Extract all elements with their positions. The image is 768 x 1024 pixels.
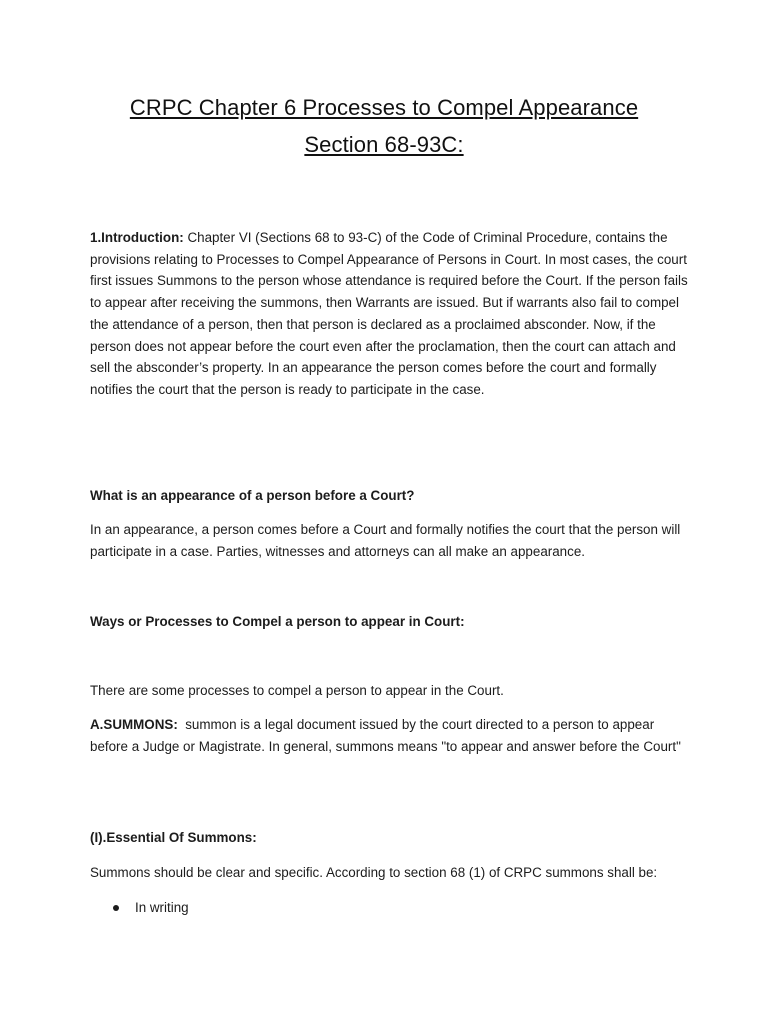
- introduction-label: 1.Introduction:: [90, 230, 184, 245]
- summons-label: A.SUMMONS:: [90, 717, 178, 732]
- heading-essential: (I).Essential Of Summons:: [90, 830, 257, 845]
- bullet-text: In writing: [135, 900, 189, 915]
- paragraph-ways: There are some processes to compel a person to appear in the Court.: [90, 683, 504, 698]
- heading-appearance: What is an appearance of a person before a Court?: [90, 488, 415, 503]
- paragraph-appearance: In an appearance, a person comes before a Court and formally notifies the court that the person will participate in a case. Parties, witnesses and attorneys can all make an appearance.: [90, 522, 681, 559]
- introduction-text: Chapter VI (Sections 68 to 93-C) of the Code of Criminal Procedure, contains the provisions relating to Processes to Compel Appearance of Persons in Court. In most cases, the court first issues Summons to the person whose attendance is required before the Court. If the person fails to appear after receiving the summons, then Warrants are issued. But if warrants also fail to compel the attendance of a person, then that person is declared as a proclaimed absconder. Now, if the person does not appear before the court even after the proclamation, then the court can attach and sell the absconder’s property. In an appearance the person comes before the court and formally notifies the court that the person is ready to participate in the case.: [90, 230, 688, 397]
- bullet-list-item: [113, 897, 189, 919]
- heading-ways: Ways or Processes to Compel a person to appear in Court:: [90, 614, 465, 629]
- summons-text: summon is a legal document issued by the court directed to a person to appear before a Judge or Magistrate. In general, summons means "to appear and answer before the Court": [90, 717, 681, 754]
- document-title-line-1: CRPC Chapter 6 Processes to Compel Appearance: [129, 95, 639, 120]
- paragraph-essential: Summons should be clear and specific. According to section 68 (1) of CRPC summons shall be:: [90, 865, 658, 880]
- bullet-dot-icon: [113, 905, 119, 911]
- introduction-paragraph: [90, 227, 690, 401]
- document-title-line-2: Section 68-93C:: [304, 132, 464, 157]
- summons-paragraph: [90, 714, 690, 757]
